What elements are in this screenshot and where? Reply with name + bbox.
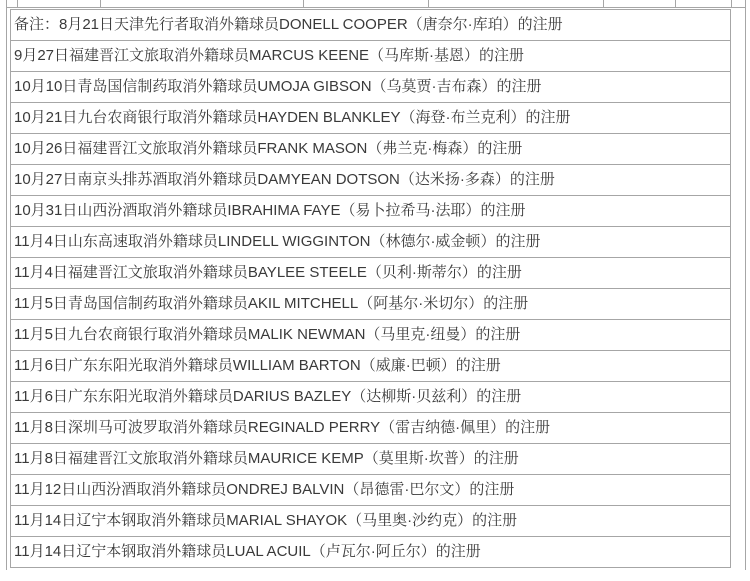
truncated-column-divider <box>675 0 676 7</box>
truncated-column-divider <box>428 0 429 7</box>
table-row <box>11 165 731 196</box>
remark-text: 备注：8月21日天津先行者取消外籍球员DONELL COOPER（唐奈尔·库珀）的注册 <box>11 10 731 41</box>
remark-text: 11月8日深圳马可波罗取消外籍球员REGINALD PERRY（雷吉纳德·佩里）的注册 <box>11 413 731 444</box>
remark-text: 10月31日山西汾酒取消外籍球员IBRAHIMA FAYE（易卜拉希马·法耶）的注册 <box>11 196 731 227</box>
table-row <box>11 134 731 165</box>
table-row <box>11 475 731 506</box>
remark-text: 11月4日山东高速取消外籍球员LINDELL WIGGINTON（林德尔·威金顿）的注册 <box>11 227 731 258</box>
remark-text: 10月27日南京头排苏酒取消外籍球员DAMYEAN DOTSON（达米扬·多森）的注册 <box>11 165 731 196</box>
remark-text: 11月12日山西汾酒取消外籍球员ONDREJ BALVIN（昂德雷·巴尔文）的注册 <box>11 475 731 506</box>
remark-text: 10月10日青岛国信制药取消外籍球员UMOJA GIBSON（乌莫贾·吉布森）的注册 <box>11 72 731 103</box>
remark-text: 9月27日福建晋江文旅取消外籍球员MARCUS KEENE（马库斯·基恩）的注册 <box>11 41 731 72</box>
table-row <box>11 320 731 351</box>
truncated-column-divider <box>303 0 304 7</box>
table-row <box>11 10 731 41</box>
table-row <box>11 413 731 444</box>
remarks-table-body <box>11 10 731 568</box>
table-row <box>11 72 731 103</box>
remark-text: 11月14日辽宁本钢取消外籍球员MARIAL SHAYOK（马里奥·沙约克）的注册 <box>11 506 731 537</box>
table-row <box>11 41 731 72</box>
remark-text: 11月5日九台农商银行取消外籍球员MALIK NEWMAN（马里克·纽曼）的注册 <box>11 320 731 351</box>
table-row <box>11 537 731 568</box>
truncated-column-divider <box>603 0 604 7</box>
remark-text: 11月4日福建晋江文旅取消外籍球员BAYLEE STEELE（贝利·斯蒂尔）的注册 <box>11 258 731 289</box>
truncated-column-divider <box>731 0 732 7</box>
outer-table-left-border <box>6 0 7 570</box>
table-row <box>11 258 731 289</box>
table-row <box>11 196 731 227</box>
table-row <box>11 289 731 320</box>
table-row <box>11 506 731 537</box>
remark-text: 11月6日广东东阳光取消外籍球员WILLIAM BARTON（威廉·巴顿）的注册 <box>11 351 731 382</box>
remarks-table <box>10 9 731 568</box>
table-row <box>11 103 731 134</box>
remark-text: 11月6日广东东阳光取消外籍球员DARIUS BAZLEY（达柳斯·贝兹利）的注册 <box>11 382 731 413</box>
truncated-table-bottom-border <box>6 7 746 8</box>
table-row <box>11 227 731 258</box>
remark-text: 11月14日辽宁本钢取消外籍球员LUAL ACUIL（卢瓦尔·阿丘尔）的注册 <box>11 537 731 568</box>
truncated-column-divider <box>100 0 101 7</box>
outer-table-right-border <box>745 0 746 570</box>
remark-text: 11月8日福建晋江文旅取消外籍球员MAURICE KEMP（莫里斯·坎普）的注册 <box>11 444 731 475</box>
remark-text: 10月21日九台农商银行取消外籍球员HAYDEN BLANKLEY（海登·布兰克利）的注册 <box>11 103 731 134</box>
remark-text: 10月26日福建晋江文旅取消外籍球员FRANK MASON（弗兰克·梅森）的注册 <box>11 134 731 165</box>
remark-text: 11月5日青岛国信制药取消外籍球员AKIL MITCHELL（阿基尔·米切尔）的注册 <box>11 289 731 320</box>
table-row <box>11 444 731 475</box>
table-row <box>11 382 731 413</box>
table-row <box>11 351 731 382</box>
truncated-column-divider <box>17 0 18 7</box>
